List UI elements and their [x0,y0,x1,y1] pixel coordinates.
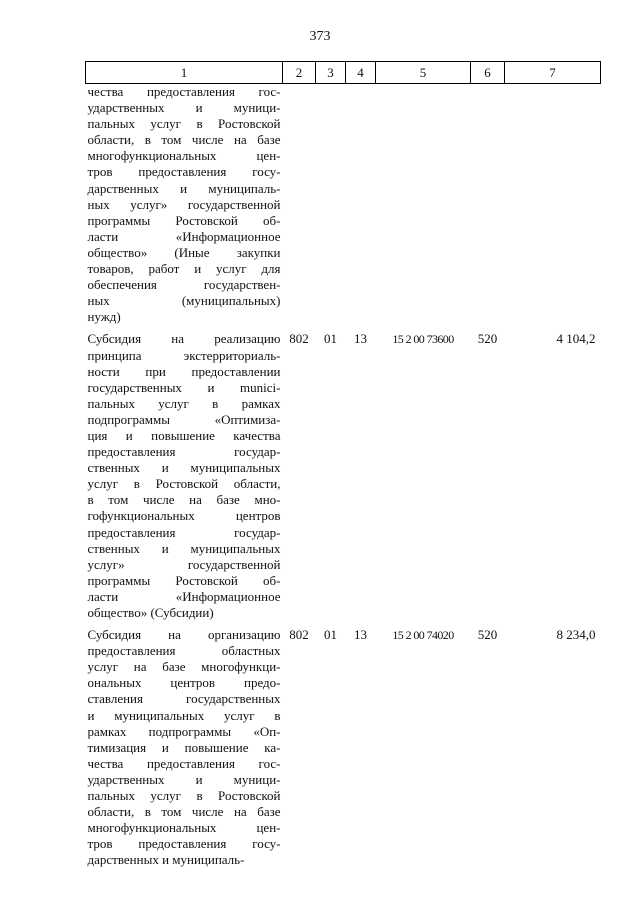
ministry-code [283,84,316,326]
target-article-code: 15 2 00 74020 [392,628,454,643]
description-line: гофункциональных центров [87,508,281,524]
description-line: нужд) [87,309,121,325]
description-line: предоставления государ- [87,524,281,540]
subsection-code: 13 [354,331,367,347]
description-line: Субсидия на реализацию [87,331,281,347]
description-line: предоставления областных [87,643,281,659]
description-line: программы Ростовской об- [87,572,281,588]
description-line: ставления государственных [87,691,281,707]
description-line: принципа экстерриториаль- [87,347,281,363]
header-col-3: 3 [316,62,346,84]
table-row [86,621,601,868]
description-line: общество» (Иные закупки [87,244,281,260]
description-line: государственных и munici- [87,379,281,395]
ministry-code: 802 [289,331,309,347]
description-line: предоставления госудаp- [87,444,281,460]
header-col-2: 2 [283,62,316,84]
amount: 4 104,2 [556,331,596,347]
description-line: общество» (Субсидии) [87,605,214,620]
description-line: дарственных и муниципаль- [87,180,281,196]
description-line: программы Ростовской об- [87,212,281,228]
description-line: ция и повышение качества [87,427,281,443]
page-number: 373 [309,29,331,44]
ministry-code: 802 [289,627,309,643]
description-line: тимизация и повышение ка- [87,739,281,755]
subsection-code [346,84,376,326]
expense-type-code: 520 [477,331,498,347]
header-col-6: 6 [471,62,505,84]
description-line: товаров, работ и услуг для [87,261,281,277]
table-row [86,84,601,326]
description-line: ных услуг» государственной [87,196,281,212]
description-line: пальных услуг в Ростовской [87,788,281,804]
description-line: чества предоставления гос- [87,84,281,99]
description-line: услуг на базе многофункци- [87,659,281,675]
header-col-4: 4 [346,62,376,84]
section-code: 01 [324,331,337,347]
expense-type-code [471,84,505,326]
header-row [86,62,601,84]
description-line: области, в том числе на базе [87,132,281,148]
description-line: обеспечения государствен- [87,277,281,293]
description-line: ственных и муниципальных [87,540,281,556]
description-line: ственных и муниципальных [87,460,281,476]
header-col-5: 5 [376,62,471,84]
description-line: многофункциональных цен- [87,820,281,836]
description-line: ных (муниципальных) [87,293,281,309]
description-line: услуг» государственной [87,556,281,572]
description-line: Субсидия на организацию [87,627,281,643]
amount: 8 234,0 [556,627,596,643]
description-line: услуг в Ростовской области, [87,476,281,492]
header-col-1: 1 [86,62,283,84]
description-line: в том числе на базе мно- [87,492,281,508]
description-line: области, в том числе на базе [87,804,281,820]
target-article-code: 15 2 00 73600 [392,332,454,347]
row-description [86,84,283,326]
description-line: ударственных и муници- [87,771,281,787]
description-line: тров предоставления госу- [87,164,281,180]
expense-type-code: 520 [477,627,498,643]
description-line: ласти «Информационное [87,588,281,604]
description-line: тров предоставления госу- [87,836,281,852]
description-line: пальных услуг в Ростовской [87,116,281,132]
description-line: многофункциональных цен- [87,148,281,164]
budget-table [85,61,601,869]
description-line: ласти «Информационное [87,228,281,244]
description-line: ональных центров предо- [87,675,281,691]
amount [505,84,601,326]
description-line: и муниципальных услуг в [87,707,281,723]
subsection-code: 13 [354,627,367,643]
header-col-7: 7 [505,62,601,84]
section-code: 01 [324,627,337,643]
description-line: рамках подпрограммы «Оп- [87,723,281,739]
row-description [86,621,283,868]
description-line: дарственных и муниципаль- [87,852,245,868]
table-row [86,325,601,621]
description-line: ности при предоставлении [87,363,281,379]
description-line: подпрограммы «Оптимиза- [87,411,281,427]
target-article-code [376,84,471,326]
description-line: пальных услуг в рамках [87,395,281,411]
row-description [86,325,283,621]
description-line: ударственных и муници- [87,100,281,116]
description-line: чества предоставления гос- [87,755,281,771]
section-code [316,84,346,326]
